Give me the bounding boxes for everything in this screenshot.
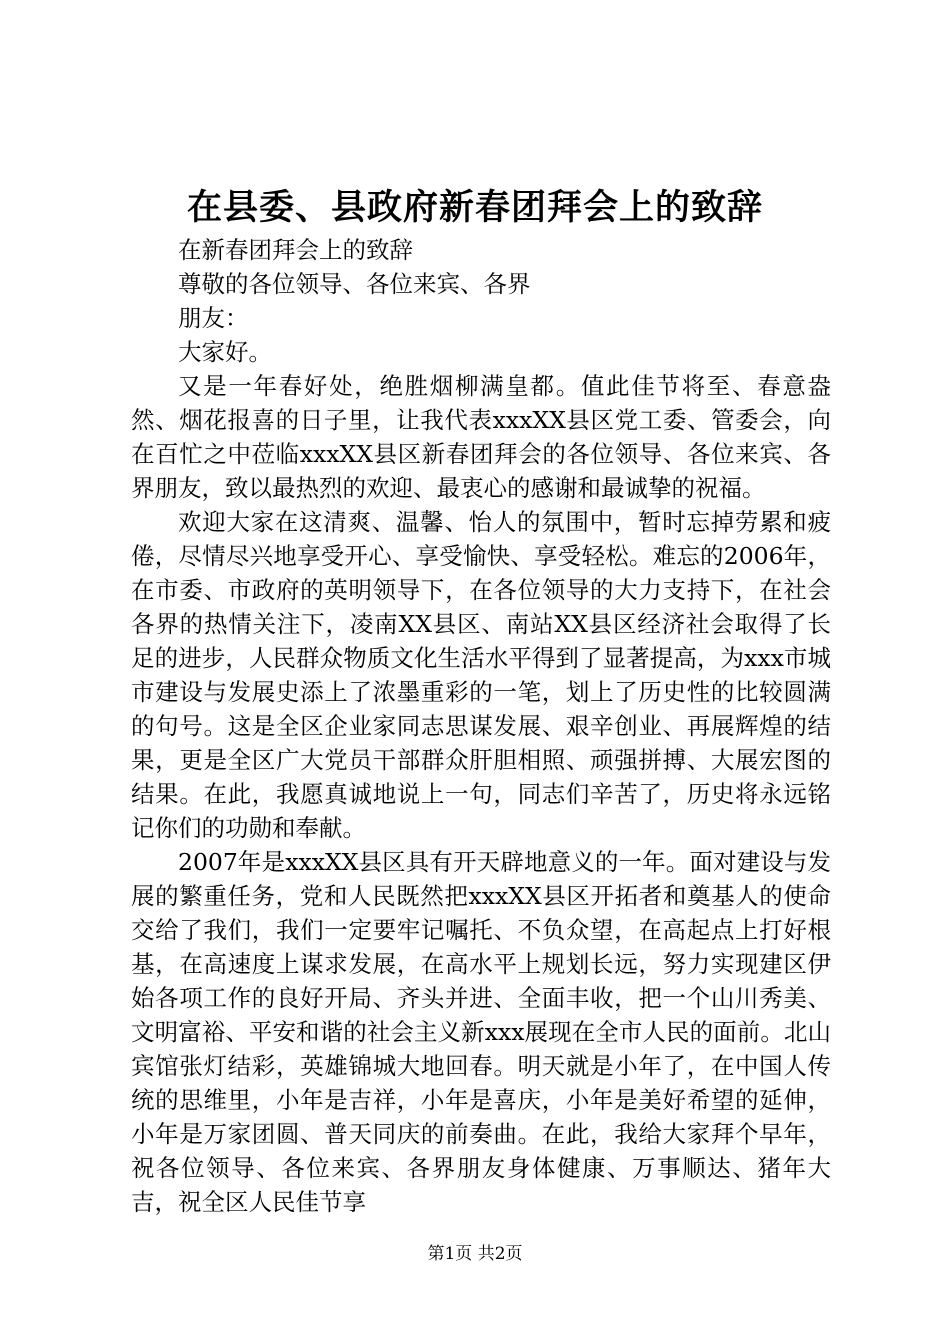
body-paragraph-salutation: 尊敬的各位领导、各位来宾、各界 [178,270,531,298]
body-paragraph-greeting: 大家好。 [178,338,272,366]
body-paragraph: 欢迎大家在这清爽、温馨、怡人的氛围中，暂时忘掉劳累和疲倦，尽情尽兴地享受开心、享受愉快、享受轻松。难忘的2006年，在市委、市政府的英明领导下，在各位领导的大力支持下，在社会各界的热情关注下，凌南XX县区、南站XX县区经济社会取得了长足的进步，人民群众物质文化生活水平得到了显著提高，为xxx市城市建设与发展史添上了浓墨重彩的一笔，划上了历史性的比较圆满的句号。这是全区企业家同志思谋发展、艰辛创业、再展辉煌的结果，更是全区广大党员干部群众肝胆相照、顽强拼搏、大展宏图的结果。在此，我愿真诚地说上一句，同志们辛苦了，历史将永远铭记你们的功勋和奉献。 [131,508,831,842]
body-paragraph-salutation-cont: 朋友： [178,304,249,332]
page-footer: 第1页 共2页 [427,1244,523,1264]
body-paragraph-subtitle: 在新春团拜会上的致辞 [178,236,413,264]
body-paragraph: 2007年是xxxXX县区具有开天辟地意义的一年。面对建设与发展的繁重任务，党和人民既然把xxxXX县区开拓者和奠基人的使命交给了我们，我们一定要牢记嘱托、不负众望，在高起点上打好根基，在高速度上谋求发展，在高水平上规划长远，努力实现建区伊始各项工作的良好开局、齐头并进、全面丰收，把一个山川秀美、文明富裕、平安和谐的社会主义新xxx展现在全市人民的面前。北山宾馆张灯结彩，英雄锦城大地回春。明天就是小年了，在中国人传统的思维里，小年是吉祥，小年是喜庆，小年是美好希望的延伸，小年是万家团圆、普天同庆的前奏曲。在此，我给大家拜个早年，祝各位领导、各位来宾、各界朋友身体健康、万事顺达、猪年大吉，祝全区人民佳节享 [131,848,831,1216]
document-body [131,233,831,1219]
body-paragraph: 又是一年春好处，绝胜烟柳满皇都。值此佳节将至、春意盎然、烟花报喜的日子里，让我代表xxxXX县区党工委、管委会，向在百忙之中莅临xxxXX县区新春团拜会的各位领导、各位来宾、各界朋友，致以最热烈的欢迎、最衷心的感谢和最诚挚的祝福。 [131,372,831,502]
document-title: 在县委、县政府新春团拜会上的致辞 [186,187,763,228]
